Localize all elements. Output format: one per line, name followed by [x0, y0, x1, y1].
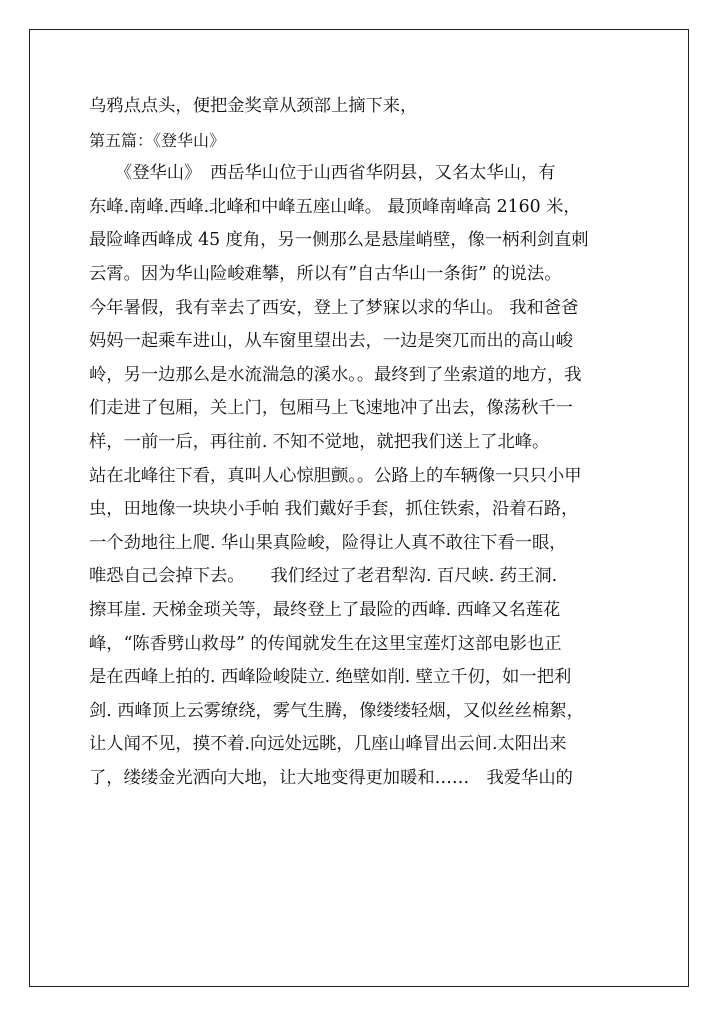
text-line: 是在西峰上拍的. 西峰险峻陡立. 绝壁如削. 壁立千仞，如一把利 — [89, 667, 572, 688]
text-line: 岭，另一边那么是水流湍急的溪水。。最终到了坐索道的地方，我 — [89, 364, 582, 385]
text-line: 乌鸦点点头，便把金奖章从颈部上摘下来， — [89, 96, 418, 116]
text-line: 妈妈一起乘车进山，从车窗里望出去，一边是突兀而出的高山峻 — [89, 331, 573, 352]
text-line: 东峰.南峰.西峰.北峰和中峰五座山峰。 最顶峰南峰高 2160 米， — [89, 196, 581, 217]
text-line: 云霄。因为华山险峻难攀，所以有”自古华山一条街” 的说法。 — [89, 263, 562, 284]
text-line: 们走进了包厢，关上门，包厢马上飞速地冲了出去，像荡秋千一 — [89, 398, 573, 419]
text-line: 《登华山》 西岳华山位于山西省华阴县，又名太华山，有 — [89, 163, 556, 184]
text-line: 剑. 西峰顶上云雾缭绕，雾气生腾，像缕缕轻烟，又似丝丝棉絮， — [89, 700, 584, 721]
text-line: 站在北峰往下看，真叫人心惊胆颤。。公路上的车辆像一只只小甲 — [89, 465, 582, 486]
text-line: 虫，田地像一块块小手帕 我们戴好手套，抓住铁索，沿着石路， — [89, 499, 579, 520]
text-line: 了，缕缕金光洒向大地，让大地变得更加暖和…… 我爱华山的 — [89, 767, 573, 788]
text-line: 擦耳崖. 天梯金琐关等，最终登上了最险的西峰. 西峰又名莲花 — [89, 599, 561, 620]
text-line: 唯恐自己会掉下去。 我们经过了老君犁沟. 百尺峡. 药王洞. — [89, 566, 558, 587]
section-heading: 第五篇：《登华山》 — [89, 130, 226, 150]
document-body — [89, 90, 637, 795]
text-line: 样，一前一后，再往前. 不知不觉地，就把我们送上了北峰。 — [89, 431, 550, 452]
text-line: 峰，“陈香劈山救母” 的传闻就发生在这里宝莲灯这部电影也正 — [89, 633, 562, 654]
text-line: 让人闻不见，摸不着.向远处远眺，几座山峰冒出云间.太阳出来 — [89, 734, 567, 755]
text-line: 最险峰西峰成 45 度角，另一侧那么是悬崖峭壁，像一柄利剑直刺 — [89, 230, 589, 251]
text-line: 今年暑假，我有幸去了西安，登上了梦寐以求的华山。 我和爸爸 — [89, 297, 579, 318]
text-line: 一个劲地往上爬. 华山果真险峻，险得让人真不敢往下看一眼， — [89, 532, 567, 553]
